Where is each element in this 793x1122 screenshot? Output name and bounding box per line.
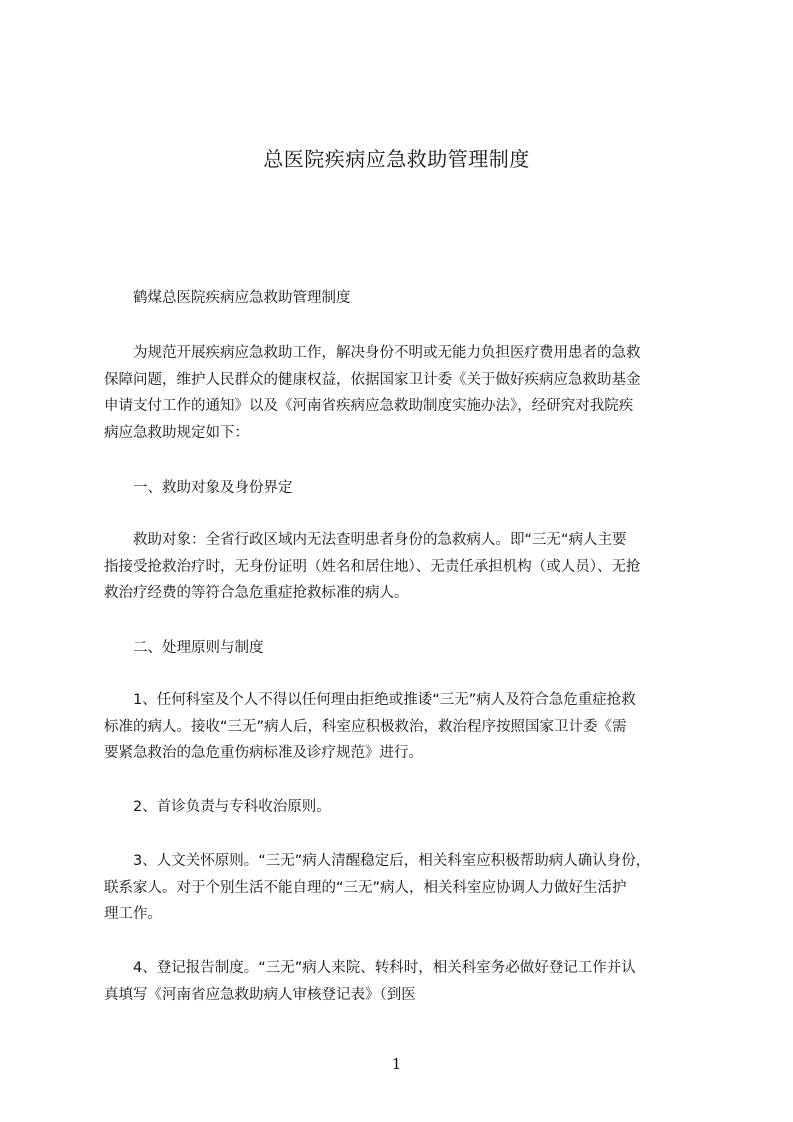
paragraph-rule-4 [104,955,704,1008]
text-line: 病应急救助规定如下： [104,424,249,441]
text-line: 要紧急救治的急危重伤病标准及诊疗规范》进行。 [104,745,423,761]
text-line: 保障问题，维护人民群众的健康权益，依据国家卫计委《关于做好疾病应急救助基金 [104,371,641,388]
text-line: 3、人文关怀原则。“三无”病人清醒稳定后，相关科室应积极帮助病人确认身份， [104,853,651,869]
text-line: 救治疗经费的等符合急危重症抢救标准的病人。 [104,585,409,601]
paragraph-rule-3 [104,848,704,928]
paragraph-subtitle [104,285,704,312]
text-line: 真填写《河南省应急救助病人审核登记表》（到医 [104,986,416,1003]
text-line: 救助对象：全省行政区域内无法查明患者身份的急救病人。即“三无“病人主要 [104,532,627,548]
text-line: 标准的病人。接收“三无”病人后，科室应积极救治，救治程序按照国家卫计委《需 [104,718,627,735]
document-title: 总医院疾病应急救助管理制度 [263,147,530,171]
paragraph-intro [104,340,704,446]
section-heading-1 [104,475,704,502]
page-number: 1 [391,1055,402,1073]
text-line: 指接受抢救治疗时，无身份证明（姓名和居住地）、无责任承担机构（或人员）、无抢 [104,558,641,575]
text-line: 申请支付工作的通知》以及《河南省疾病应急救助制度实施办法》，经研究对我院疾 [104,398,634,414]
text-line: 联系家人。对于个别生活不能自理的“三无”病人，相关科室应协调人力做好生活护 [104,879,627,896]
text-line: 1、任何科室及个人不得以任何理由拒绝或推诿“三无”病人及符合急危重症抢救 [104,692,636,708]
text-line: 一、救助对象及身份界定 [104,480,293,496]
paragraph-recipients [104,527,704,607]
text-line: 二、处理原则与制度 [104,640,264,656]
text-line: 2、首诊负责与专科收治原则。 [104,799,331,815]
paragraph-rule-2 [104,794,704,821]
paragraph-rule-1 [104,687,704,767]
section-heading-2 [104,635,704,662]
text-line: 鹤煤总医院疾病应急救助管理制度 [104,290,351,306]
text-line: 为规范开展疾病应急救助工作，解决身份不明或无能力负担医疗费用患者的急救 [104,345,641,361]
text-line: 4、登记报告制度。“三无”病人来院、转科时，相关科室务必做好登记工作并认 [104,960,636,976]
text-line: 理工作。 [104,906,162,922]
